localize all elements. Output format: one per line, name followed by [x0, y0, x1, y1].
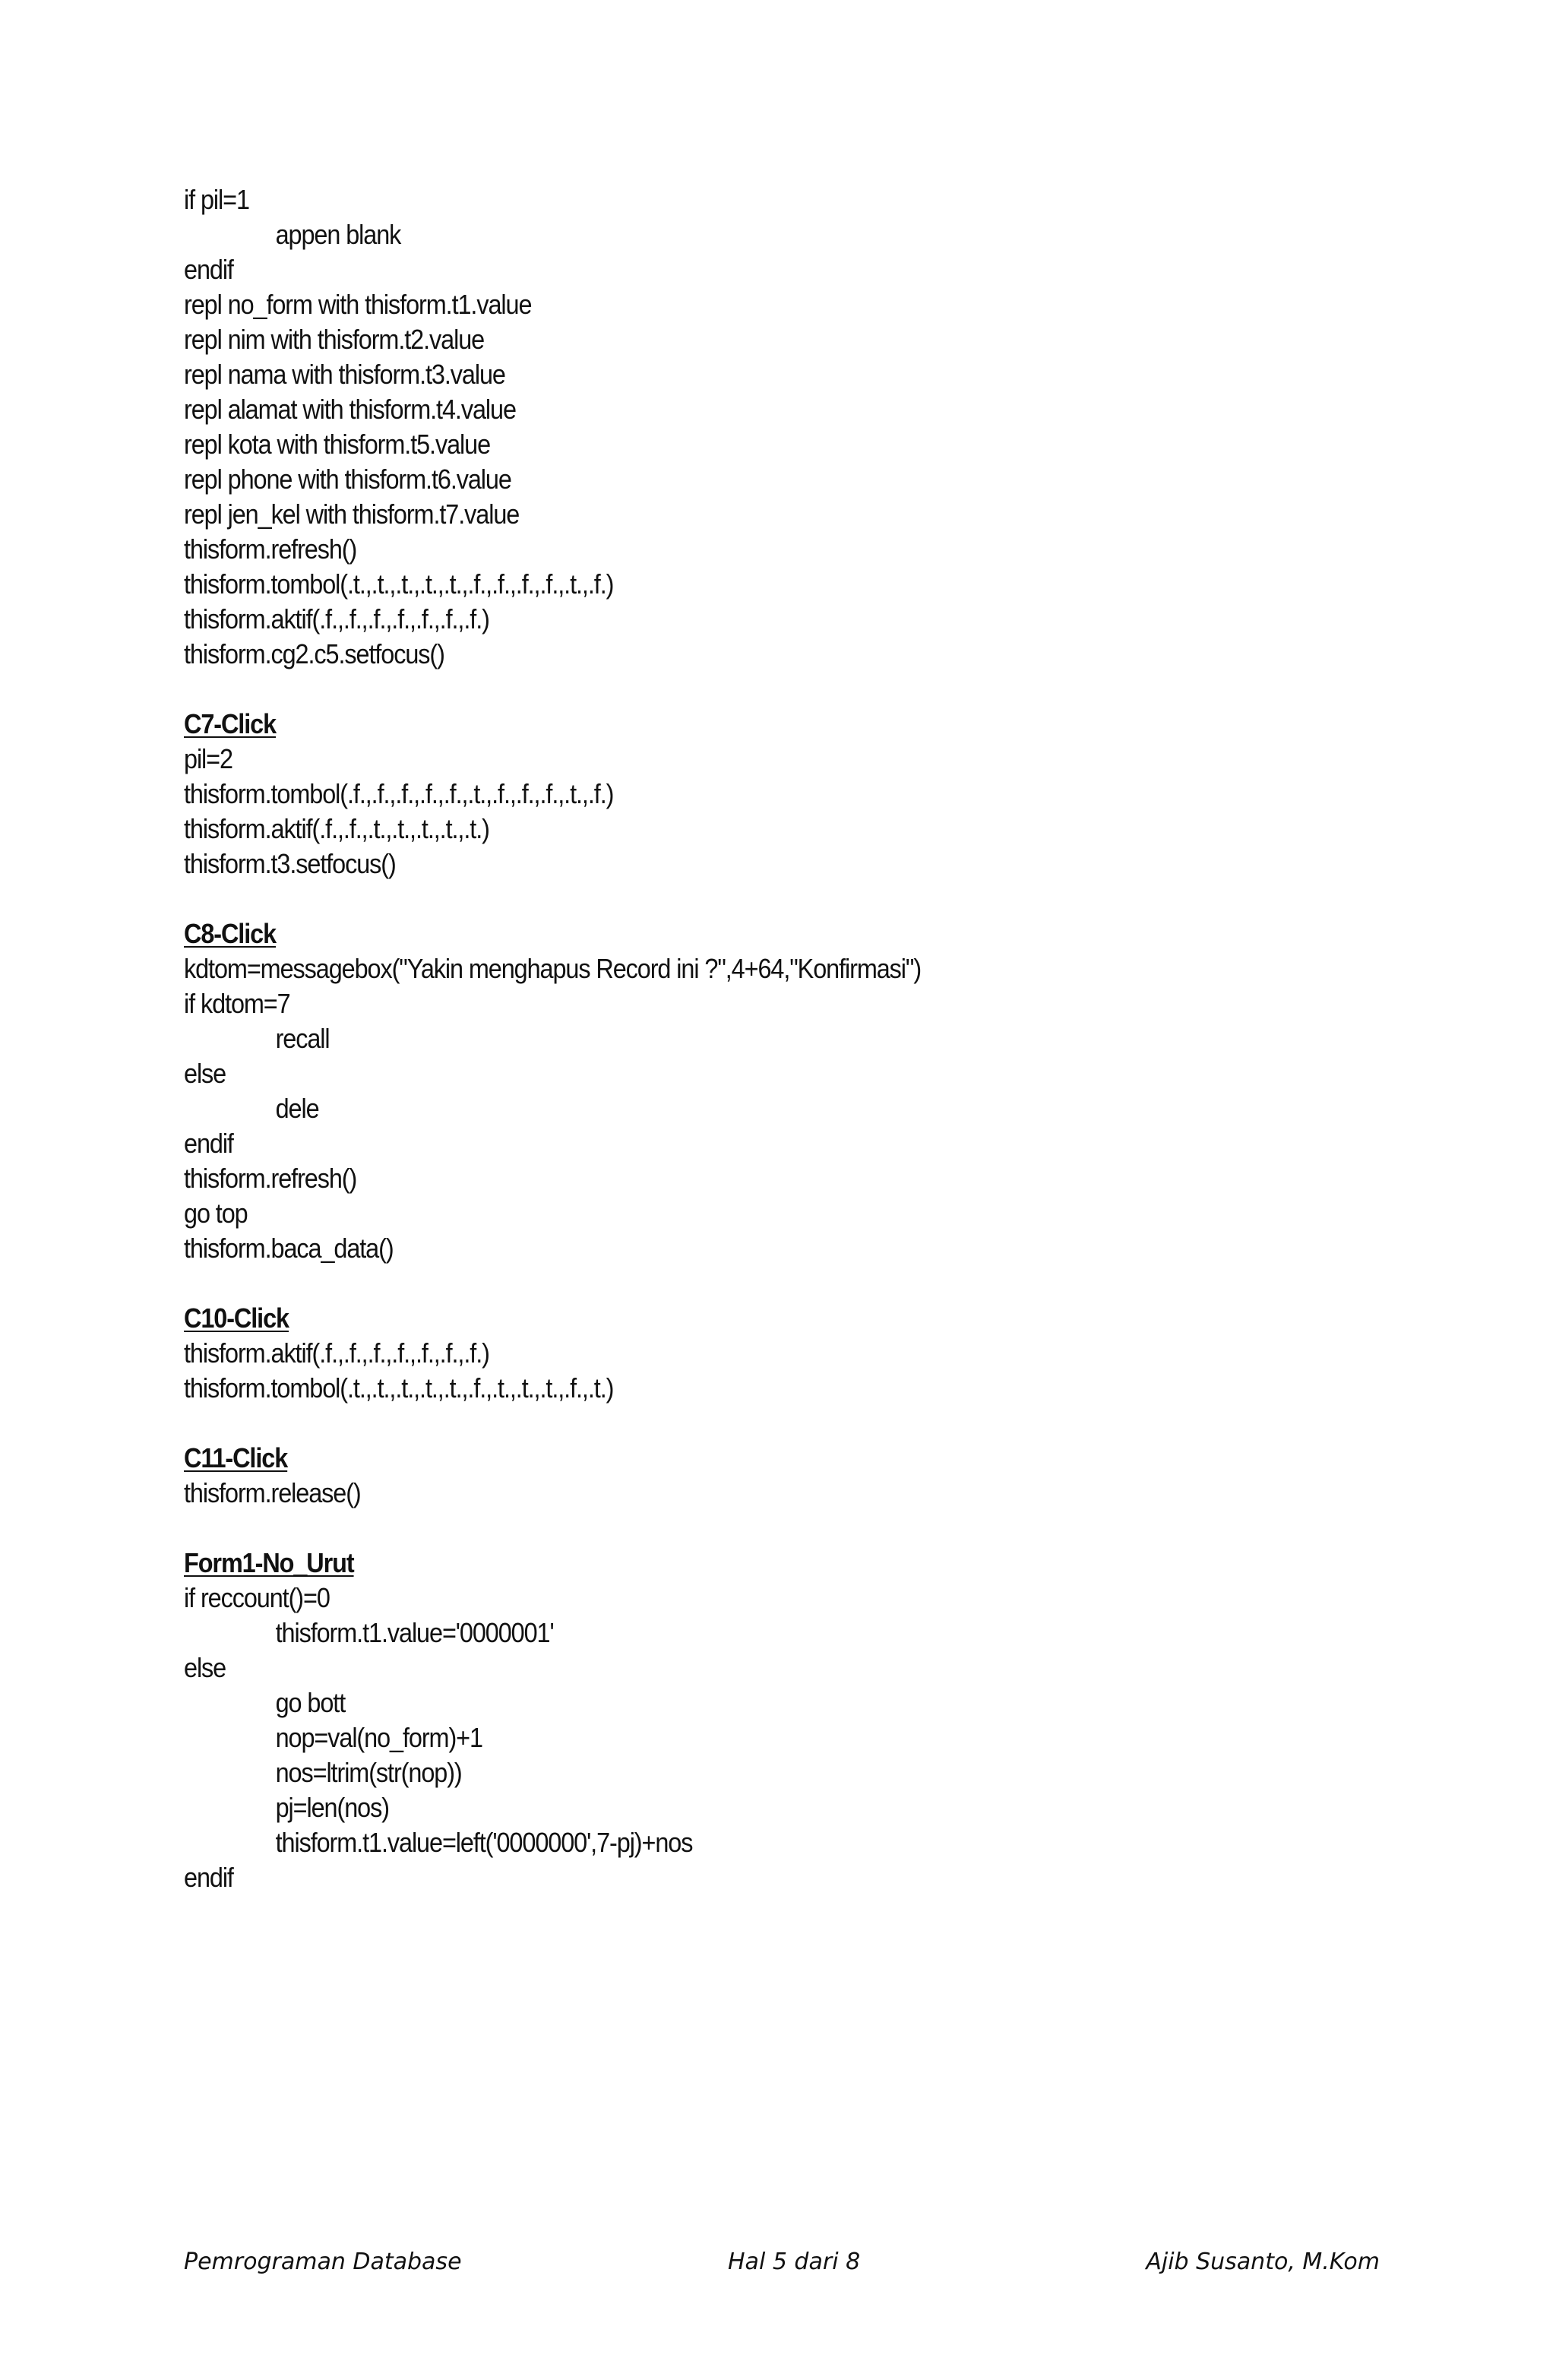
- code-line: appen blank: [275, 219, 401, 250]
- block-spacer: [184, 1511, 1399, 1546]
- code-line: if reccount()=0: [184, 1582, 330, 1613]
- code-section: [184, 1546, 1399, 1895]
- block-spacer: [184, 1406, 1399, 1441]
- code-line: go bott: [275, 1687, 346, 1718]
- section-heading: C8-Click: [184, 918, 277, 949]
- code-line: thisform.refresh(): [184, 1163, 357, 1194]
- code-line: if pil=1: [184, 184, 249, 215]
- code-line: thisform.baca_data(): [184, 1233, 394, 1264]
- code-section: [184, 916, 1399, 1266]
- code-line: if kdtom=7: [184, 988, 290, 1019]
- code-line: nop=val(no_form)+1: [275, 1722, 482, 1753]
- section-heading: C7-Click: [184, 708, 277, 739]
- code-line: repl kota with thisform.t5.value: [184, 429, 491, 460]
- block-spacer: [184, 672, 1399, 707]
- code-line: thisform.aktif(.f.,.f.,.f.,.f.,.f.,.f.,.f.): [184, 603, 489, 635]
- code-line: repl alamat with thisform.t4.value: [184, 394, 516, 425]
- page-footer: [184, 2243, 1380, 2281]
- code-line: thisform.tombol(.t.,.t.,.t.,.t.,.t.,.f.,.f.,.f.,.f.,.t.,.f.): [184, 568, 614, 600]
- code-line: thisform.release(): [184, 1477, 361, 1508]
- code-section: [184, 1441, 1399, 1511]
- code-line: thisform.tombol(.f.,.f.,.f.,.f.,.f.,.t.,.f.,.f.,.f.,.t.,.f.): [184, 778, 614, 809]
- footer-page-number: Hal 5 dari 8: [728, 2249, 861, 2275]
- code-line: pj=len(nos): [275, 1792, 389, 1823]
- code-line: thisform.aktif(.f.,.f.,.f.,.f.,.f.,.f.,.f.): [184, 1337, 489, 1369]
- code-section: [184, 182, 1399, 672]
- code-line: else: [184, 1652, 226, 1683]
- code-line: endif: [184, 1128, 233, 1159]
- block-spacer: [184, 881, 1399, 916]
- code-line: repl no_form with thisform.t1.value: [184, 289, 532, 320]
- footer-course-title: Pemrograman Database: [184, 2249, 462, 2275]
- code-line: repl jen_kel with thisform.t7.value: [184, 498, 520, 530]
- code-line: thisform.cg2.c5.setfocus(): [184, 638, 444, 669]
- footer-author: Ajib Susanto, M.Kom: [1146, 2249, 1380, 2275]
- code-line: endif: [184, 254, 233, 285]
- code-section: [184, 707, 1399, 881]
- code-line: dele: [275, 1093, 319, 1124]
- section-heading: C11-Click: [184, 1442, 288, 1473]
- code-line: thisform.refresh(): [184, 533, 357, 565]
- code-line: thisform.t1.value=left('0000000',7-pj)+nos: [275, 1827, 693, 1858]
- code-line: thisform.t3.setfocus(): [184, 848, 396, 879]
- code-line: endif: [184, 1862, 233, 1893]
- block-spacer: [184, 1266, 1399, 1301]
- code-line: repl nim with thisform.t2.value: [184, 324, 485, 355]
- code-line: repl phone with thisform.t6.value: [184, 464, 511, 495]
- code-line: thisform.aktif(.f.,.f.,.t.,.t.,.t.,.t.,.t.): [184, 813, 489, 844]
- code-line: else: [184, 1058, 226, 1089]
- code-line: pil=2: [184, 743, 232, 774]
- code-line: repl nama with thisform.t3.value: [184, 359, 505, 390]
- code-line: recall: [275, 1023, 330, 1054]
- code-line: kdtom=messagebox("Yakin menghapus Record ini ?",4+64,"Konfirmasi"): [184, 953, 922, 984]
- section-heading: Form1-No_Urut: [184, 1547, 354, 1578]
- code-line: go top: [184, 1198, 248, 1229]
- code-section: [184, 1301, 1399, 1406]
- code-listing: [184, 182, 1399, 1895]
- section-heading: C10-Click: [184, 1302, 289, 1334]
- code-line: nos=ltrim(str(nop)): [275, 1757, 462, 1788]
- code-line: thisform.tombol(.t.,.t.,.t.,.t.,.t.,.f.,.t.,.t.,.t.,.f.,.t.): [184, 1372, 614, 1404]
- code-line: thisform.t1.value='0000001': [275, 1617, 554, 1648]
